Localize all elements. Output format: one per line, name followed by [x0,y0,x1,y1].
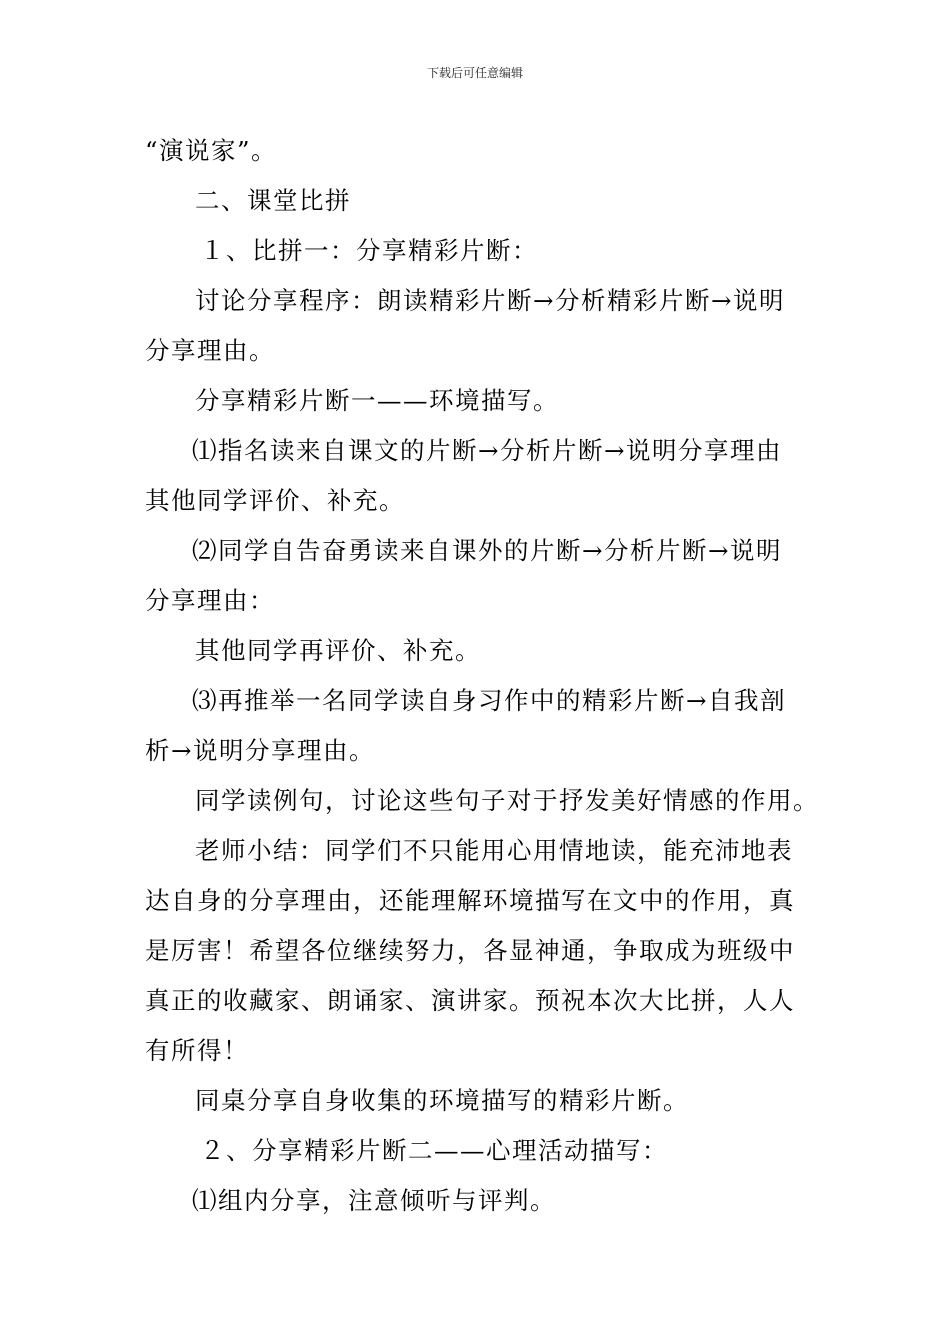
paragraph-line: ⑴指名读来自课文的片断→分析片断→说明分享理由 [192,436,783,465]
document-body [145,126,819,1226]
paragraph-line: 分享理由。 [145,336,275,365]
paragraph-line: ⑵同学自告奋勇读来自课外的片断→分析片断→说明 [192,536,783,565]
paragraph-line: 同桌分享自身收集的环境描写的精彩片断。 [195,1086,689,1115]
paragraph-line: ⑴组内分享，注意倾听与评判。 [192,1186,556,1215]
paragraph-line: “演说家”。 [145,136,278,165]
paragraph-line: 老师小结：同学们不只能用心用情地读，能充沛地表 [195,836,793,865]
subsection-heading: ２、分享精彩片断二——心理活动描写： [200,1136,668,1165]
paragraph-line: 达自身的分享理由，还能理解环境描写在文中的作用，真 [145,886,795,915]
section-heading: 二、课堂比拼 [195,186,351,215]
paragraph-line: 是厉害！希望各位继续努力，各显神通，争取成为班级中 [145,936,795,965]
paragraph-line: 析→说明分享理由。 [145,736,376,765]
paragraph-line: 真正的收藏家、朗诵家、演讲家。预祝本次大比拼，人人 [145,986,795,1015]
paragraph-line: 讨论分享程序：朗读精彩片断→分析精彩片断→说明 [195,286,786,315]
paragraph-line: 分享理由： [145,586,275,615]
page-header: 下载后可任意编辑 [426,66,523,80]
paragraph-line: 分享精彩片断一——环境描写。 [195,386,559,415]
paragraph-line: ⑶再推举一名同学读自身习作中的精彩片断→自我剖 [192,686,787,715]
paragraph-line: 其他同学评价、补充。 [145,486,405,515]
subsection-heading: １、比拼一：分享精彩片断： [200,236,538,265]
paragraph-line: 同学读例句，讨论这些句子对于抒发美好情感的作用。 [195,786,819,815]
paragraph-line: 有所得！ [145,1036,249,1065]
paragraph-line: 其他同学再评价、补充。 [195,636,481,665]
